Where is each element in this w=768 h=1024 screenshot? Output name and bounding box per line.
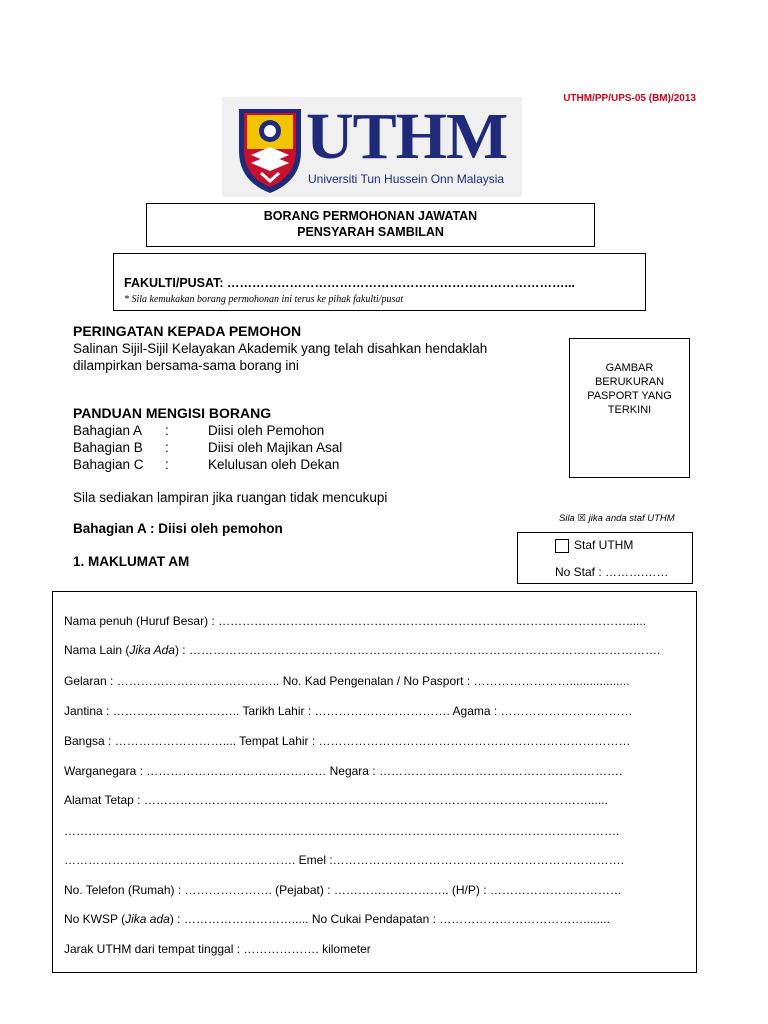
nama-lain-prefix: Nama Lain ( [64,643,130,657]
warganegara-field[interactable]: Warganegara : ……………………………………… Negara : ……………………………………………………. [64,764,623,778]
document-code: UTHM/PP/UPS-05 (BM)/2013 [563,93,696,104]
warning-line-1: Salinan Sijil-Sijil Kelayakan Akademik yang telah disahkan hendaklah [73,341,488,356]
faculty-box [113,253,646,311]
title-line-1: BORANG PERMOHONAN JAWATAN [263,209,478,223]
section-1-heading: 1. MAKLUMAT AM [73,554,190,569]
general-info-form [52,591,697,973]
uthm-wordmark: UTHM [306,100,508,173]
staff-box [517,532,693,584]
kwsp-optional: Jika ada [125,912,170,926]
form-title [146,203,595,247]
nama-penuh-field[interactable]: Nama penuh (Huruf Besar) : …………………………………………………………………………………………...... [64,614,647,628]
uthm-fullname: Universiti Tun Hussein Onn Malaysia [308,172,505,186]
staff-checkbox-label: Staf UTHM [574,538,634,552]
photo-label-4: TERKINI [607,404,652,416]
photo-label-3: PASPORT YANG [587,390,672,402]
photo-label-1: GAMBAR [605,362,654,374]
guide-part-b: Bahagian B [73,440,143,455]
faculty-field[interactable]: FAKULTI/PUSAT: ………………………………………………………………………... [124,276,575,290]
passport-photo-box[interactable] [569,338,690,478]
staff-note: Sila ☒ jika anda staf UTHM [559,513,675,524]
kwsp-field[interactable] [64,912,610,926]
emel-field[interactable]: …………………………………………………. Emel :………………………………………………………………. [64,853,625,867]
staff-checkbox[interactable] [555,539,569,553]
guide-heading: PANDUAN MENGISI BORANG [73,405,272,421]
nama-lain-optional: Jika Ada [129,643,175,657]
uthm-crest-icon [235,103,305,195]
photo-label-2: BERUKURAN [594,376,665,388]
warning-heading: PERINGATAN KEPADA PEMOHON [73,323,302,339]
telefon-field[interactable]: No. Telefon (Rumah) : …………………. (Pejabat) : ……………………….. (H/P) : …………………………… [64,883,622,897]
staff-number-field[interactable]: No Staf : ……….…… [555,565,669,579]
faculty-note: * Sila kemukakan borang permohonan ini terus ke pihak fakulti/pusat [124,294,404,305]
guide-desc-b: Diisi oleh Majikan Asal [208,440,343,455]
nama-lain-dots: ) : ………………………………………………………………………………………………………. [174,643,661,657]
title-line-2: PENSYARAH SAMBILAN [297,225,444,239]
guide-sep-b: : [165,440,169,455]
guide-part-a: Bahagian A [73,423,143,438]
alamat-line-2[interactable]: …………………………………………………………………………………………………………………………. [64,824,620,838]
alamat-field[interactable]: Alamat Tetap : …………………………………………………………………………………………………...... [64,793,608,807]
guide-desc-c: Kelulusan oleh Dekan [208,457,340,472]
guide-part-c: Bahagian C [73,457,144,472]
section-a-heading: Bahagian A : Diisi oleh pemohon [73,521,283,536]
kwsp-prefix: No KWSP ( [64,912,126,926]
attachment-note: Sila sediakan lampiran jika ruangan tidak mencukupi [73,490,388,505]
guide-desc-a: Diisi oleh Pemohon [208,423,325,438]
guide-sep-c: : [165,457,169,472]
gelaran-field[interactable]: Gelaran : ………………………………….. No. Kad Pengenalan / No Pasport : …………………….................. [64,674,630,688]
nama-lain-field[interactable] [64,643,660,657]
bangsa-field[interactable]: Bangsa : ……………………….... Tempat Lahir : …………………………………………………………………… [64,734,631,748]
guide-sep-a: : [165,423,169,438]
warning-line-2: dilampirkan bersama-sama borang ini [73,358,299,373]
kwsp-dots: ) : ………………………..... No Cukai Pendapatan : ………………………………........ [169,912,610,926]
jantina-field[interactable]: Jantina : ………………………….. Tarikh Lahir : ……………………………. Agama : …………………………… [64,704,633,718]
jarak-field[interactable]: Jarak UTHM dari tempat tinggal : ………………. kilometer [64,942,371,956]
